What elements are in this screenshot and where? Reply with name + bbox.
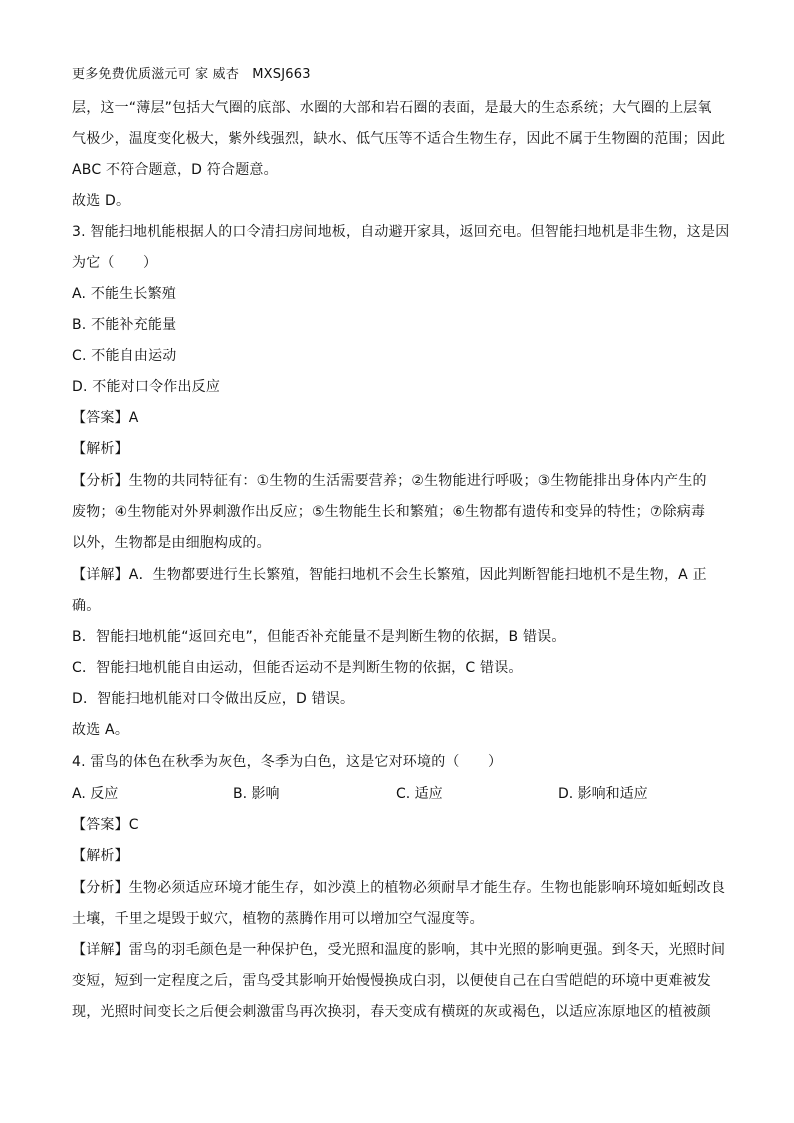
question-4-xiangjie-line: 现，光照时间变长之后便会刺激雷鸟再次换羽，春天变成有横斑的灰或褐色，以适应冻原地区的植被颜	[72, 1004, 711, 1020]
question-3-option-d: D. 不能对口令作出反应	[72, 379, 221, 395]
answer-choice-line: 故选 D。	[72, 193, 131, 209]
question-4-xiangjie-line: 变短，短到一定程度之后，雷鸟受其影响开始慢慢换成白羽，以便使自己在白雪皑皑的环境中更难被发	[72, 973, 711, 989]
question-4-xiangjie-line: 【详解】雷鸟的羽毛颜色是一种保护色，受光照和温度的影响，其中光照的影响更强。到冬天，光照时间	[72, 942, 726, 958]
question-3-answer: 【答案】A	[72, 410, 139, 426]
question-3-xiangjie-line: 【详解】A．生物都要进行生长繁殖，智能扫地机不会生长繁殖，因此判断智能扫地机不是生物，A 正	[72, 567, 707, 583]
question-4-analysis-label: 【解析】	[72, 848, 129, 864]
question-4-stem: 4. 雷鸟的体色在秋季为灰色，冬季为白色，这是它对环境的（ ）	[72, 754, 503, 770]
question-3-xiangjie-line: D．智能扫地机能对口令做出反应，D 错误。	[72, 691, 355, 707]
paragraph-line: 气极少，温度变化极大，紫外线强烈，缺水、低气压等不适合生物生存，因此不属于生物圈的范围；因此	[72, 131, 726, 147]
question-3-option-c: C. 不能自由运动	[72, 348, 177, 364]
question-3-fenxi-line: 以外，生物都是由细胞构成的。	[72, 535, 271, 551]
question-3-xiangjie-line: C．智能扫地机能自由运动，但能否运动不是判断生物的依据，C 错误。	[72, 660, 523, 676]
question-3-xiangjie-line: B．智能扫地机能“返回充电”，但能否补充能量不是判断生物的依据，B 错误。	[72, 629, 566, 645]
question-4-fenxi-line: 【分析】生物必须适应环境才能生存，如沙漠上的植物必须耐旱才能生存。生物也能影响环境如蚯蚓改良	[72, 880, 726, 896]
question-4-option-d: D. 影响和适应	[558, 786, 648, 802]
paragraph-line: ABC 不符合题意，D 符合题意。	[72, 162, 278, 178]
question-3-option-a: A. 不能生长繁殖	[72, 286, 177, 302]
question-4-fenxi-line: 土壤，千里之堤毁于蚁穴，植物的蒸腾作用可以增加空气湿度等。	[72, 911, 484, 927]
question-3-analysis-label: 【解析】	[72, 441, 129, 457]
question-4-option-a: A. 反应	[72, 786, 119, 802]
question-3-fenxi-line: 废物；④生物能对外界刺激作出反应；⑤生物能生长和繁殖；⑥生物都有遗传和变异的特性；⑦除病毒	[72, 504, 706, 520]
question-3-stem-cont: 为它（ ）	[72, 255, 158, 271]
question-3-choose: 故选 A。	[72, 722, 130, 738]
question-4-option-b: B. 影响	[233, 786, 280, 802]
question-3-stem: 3. 智能扫地机能根据人的口令清扫房间地板，自动避开家具，返回充电。但智能扫地机是非生物，这是因	[72, 224, 730, 240]
question-3-fenxi-line: 【分析】生物的共同特征有：①生物的生活需要营养；②生物能进行呼吸；③生物能排出身体内产生的	[72, 473, 707, 489]
question-3-xiangjie-line: 确。	[72, 598, 101, 614]
paragraph-line: 层，这一“薄层”包括大气圈的底部、水圈的大部和岩石圈的表面，是最大的生态系统；大气圈的上层氧	[72, 100, 712, 116]
watermark-header: 更多免费优质滋元可 家 威杏 MXSJ663	[72, 67, 311, 82]
question-3-option-b: B. 不能补充能量	[72, 317, 177, 333]
question-4-answer: 【答案】C	[72, 817, 139, 833]
question-4-option-c: C. 适应	[396, 786, 443, 802]
